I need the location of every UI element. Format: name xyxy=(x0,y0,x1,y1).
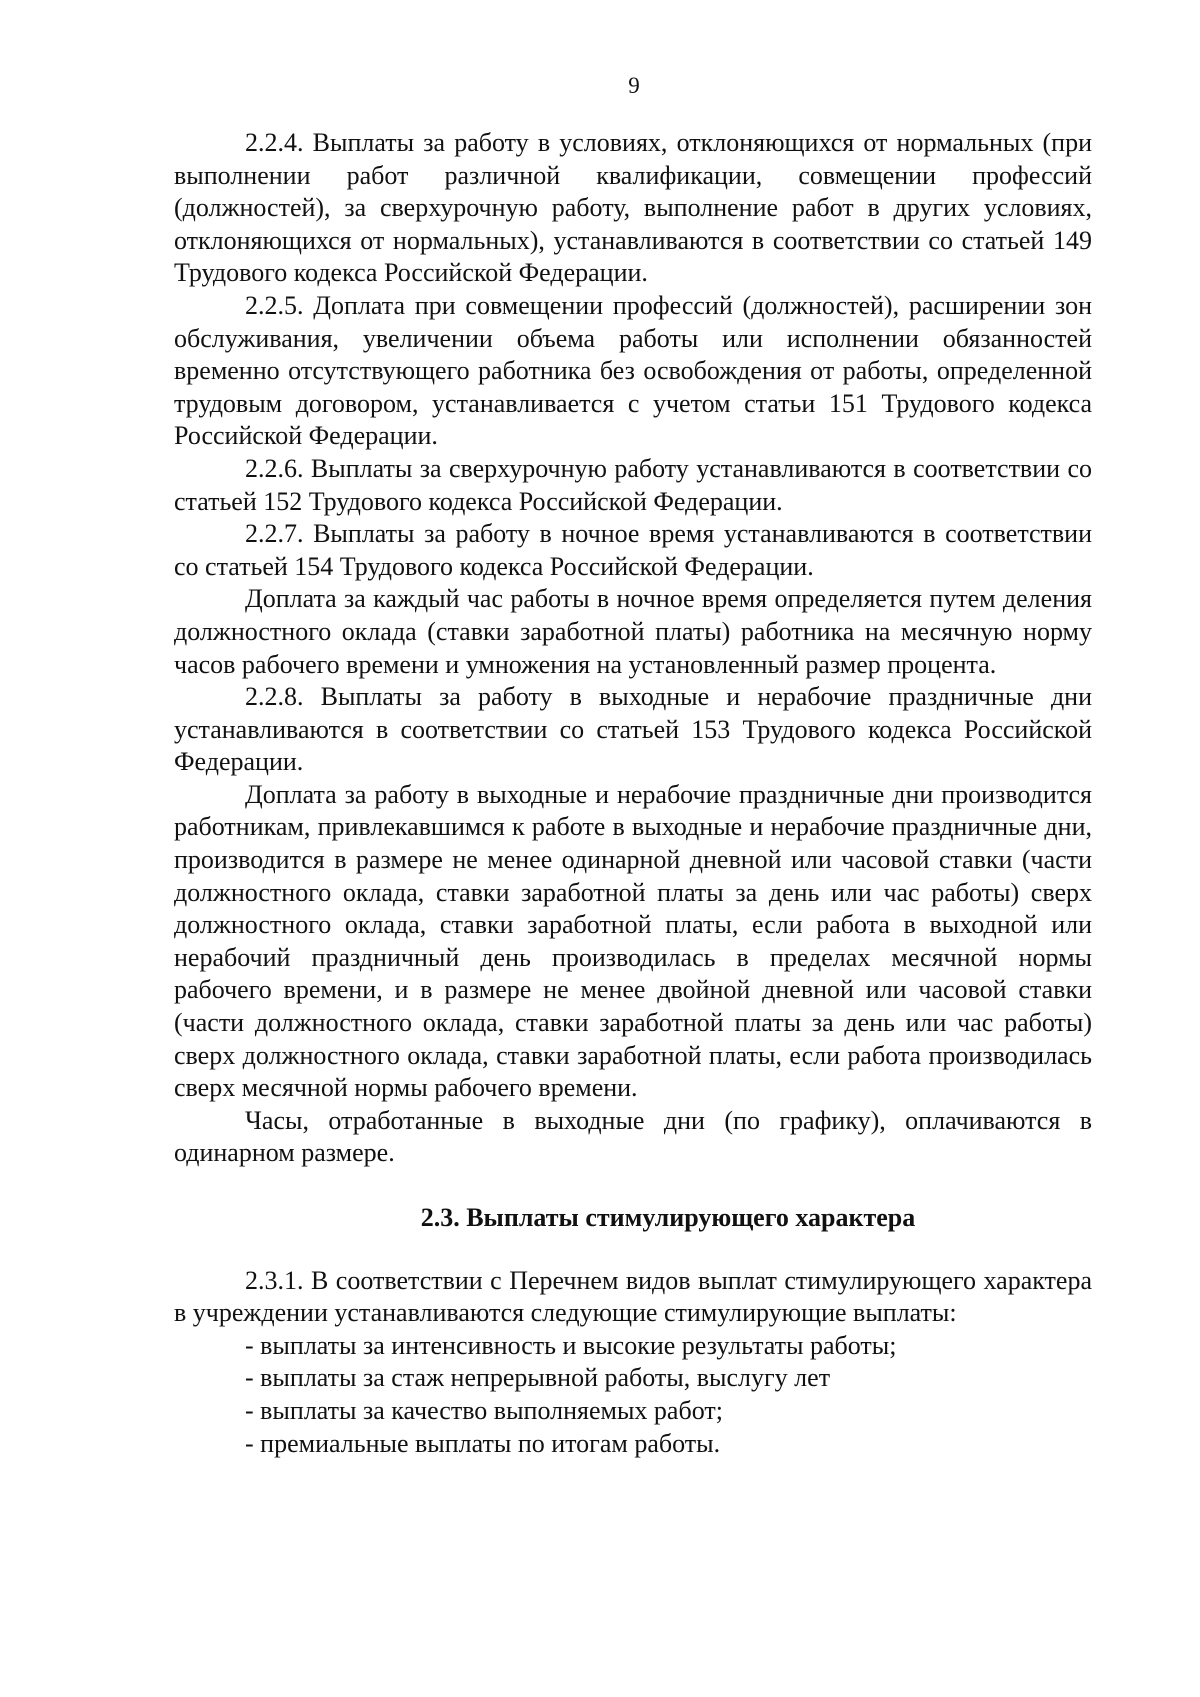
page-number: 9 xyxy=(628,73,640,98)
paragraph-holiday-surcharge: Доплата за работу в выходные и нерабочие праздничные дни производится работникам, привлекавшимся к работе в выходные и нерабочие праздничные дни, производится в размере не менее одинарной дневной или часовой ставки (части должностного оклада, ставки заработной платы за день или час работы) сверх должностного оклада, ставки заработной платы, если работа в выходной или нерабочий праздничный день производилась в пределах месячной нормы рабочего времени, и в размере не менее двойной дневной или часовой ставки (части должностного оклада, ставки заработной платы за день или час работы) сверх должностного оклада, ставки заработной платы, если работа производилась сверх месячной нормы рабочего времени. xyxy=(174,779,1092,1103)
paragraph-2-3-1: 2.3.1. В соответствии с Перечнем видов выплат стимулирующего характера в учреждении устанавливаются следующие стимулирующие выплаты: xyxy=(174,1265,1092,1328)
document-body xyxy=(174,127,1092,1460)
incentive-payments-list xyxy=(174,1330,1092,1460)
paragraph-2-2-4: 2.2.4. Выплаты за работу в условиях, отклоняющихся от нормальных (при выполнении работ различной квалификации, совмещении профессий (должностей), за сверхурочную работу, выполнение работ в других условиях, отклоняющихся от нормальных), устанавливаются в соответствии со статьей 149 Трудового кодекса Российской Федерации. xyxy=(174,128,1092,288)
paragraph-weekend-hours: Часы, отработанные в выходные дни (по графику), оплачиваются в одинарном размере. xyxy=(174,1105,1092,1168)
section-heading: 2.3. Выплаты стимулирующего характера xyxy=(420,1203,916,1232)
paragraph-2-2-6: 2.2.6. Выплаты за сверхурочную работу устанавливаются в соответствии со статьей 152 Трудового кодекса Российской Федерации. xyxy=(174,453,1092,516)
list-item: - выплаты за качество выполняемых работ; xyxy=(245,1395,723,1425)
list-item: - выплаты за стаж непрерывной работы, выслугу лет xyxy=(245,1363,831,1393)
paragraph-2-2-5: 2.2.5. Доплата при совмещении профессий (должностей), расширении зон обслуживания, увеличении объема работы или исполнении обязанностей временно отсутствующего работника без освобождения от работы, определенной трудовым договором, устанавливается с учетом статьи 151 Трудового кодекса Российской Федерации. xyxy=(174,290,1092,451)
paragraph-2-2-8: 2.2.8. Выплаты за работу в выходные и нерабочие праздничные дни устанавливаются в соответствии со статьей 153 Трудового кодекса Российской Федерации. xyxy=(174,682,1092,777)
list-item: - премиальные выплаты по итогам работы. xyxy=(245,1428,721,1458)
paragraph-2-2-7: 2.2.7. Выплаты за работу в ночное время устанавливаются в соответствии со статьей 154 Трудового кодекса Российской Федерации. xyxy=(174,519,1092,581)
paragraph-night-surcharge: Доплата за каждый час работы в ночное время определяется путем деления должностного оклада (ставки заработной платы) работника на месячную норму часов рабочего времени и умножения на установленный размер процента. xyxy=(174,584,1092,679)
list-item: - выплаты за интенсивность и высокие результаты работы; xyxy=(245,1330,897,1360)
